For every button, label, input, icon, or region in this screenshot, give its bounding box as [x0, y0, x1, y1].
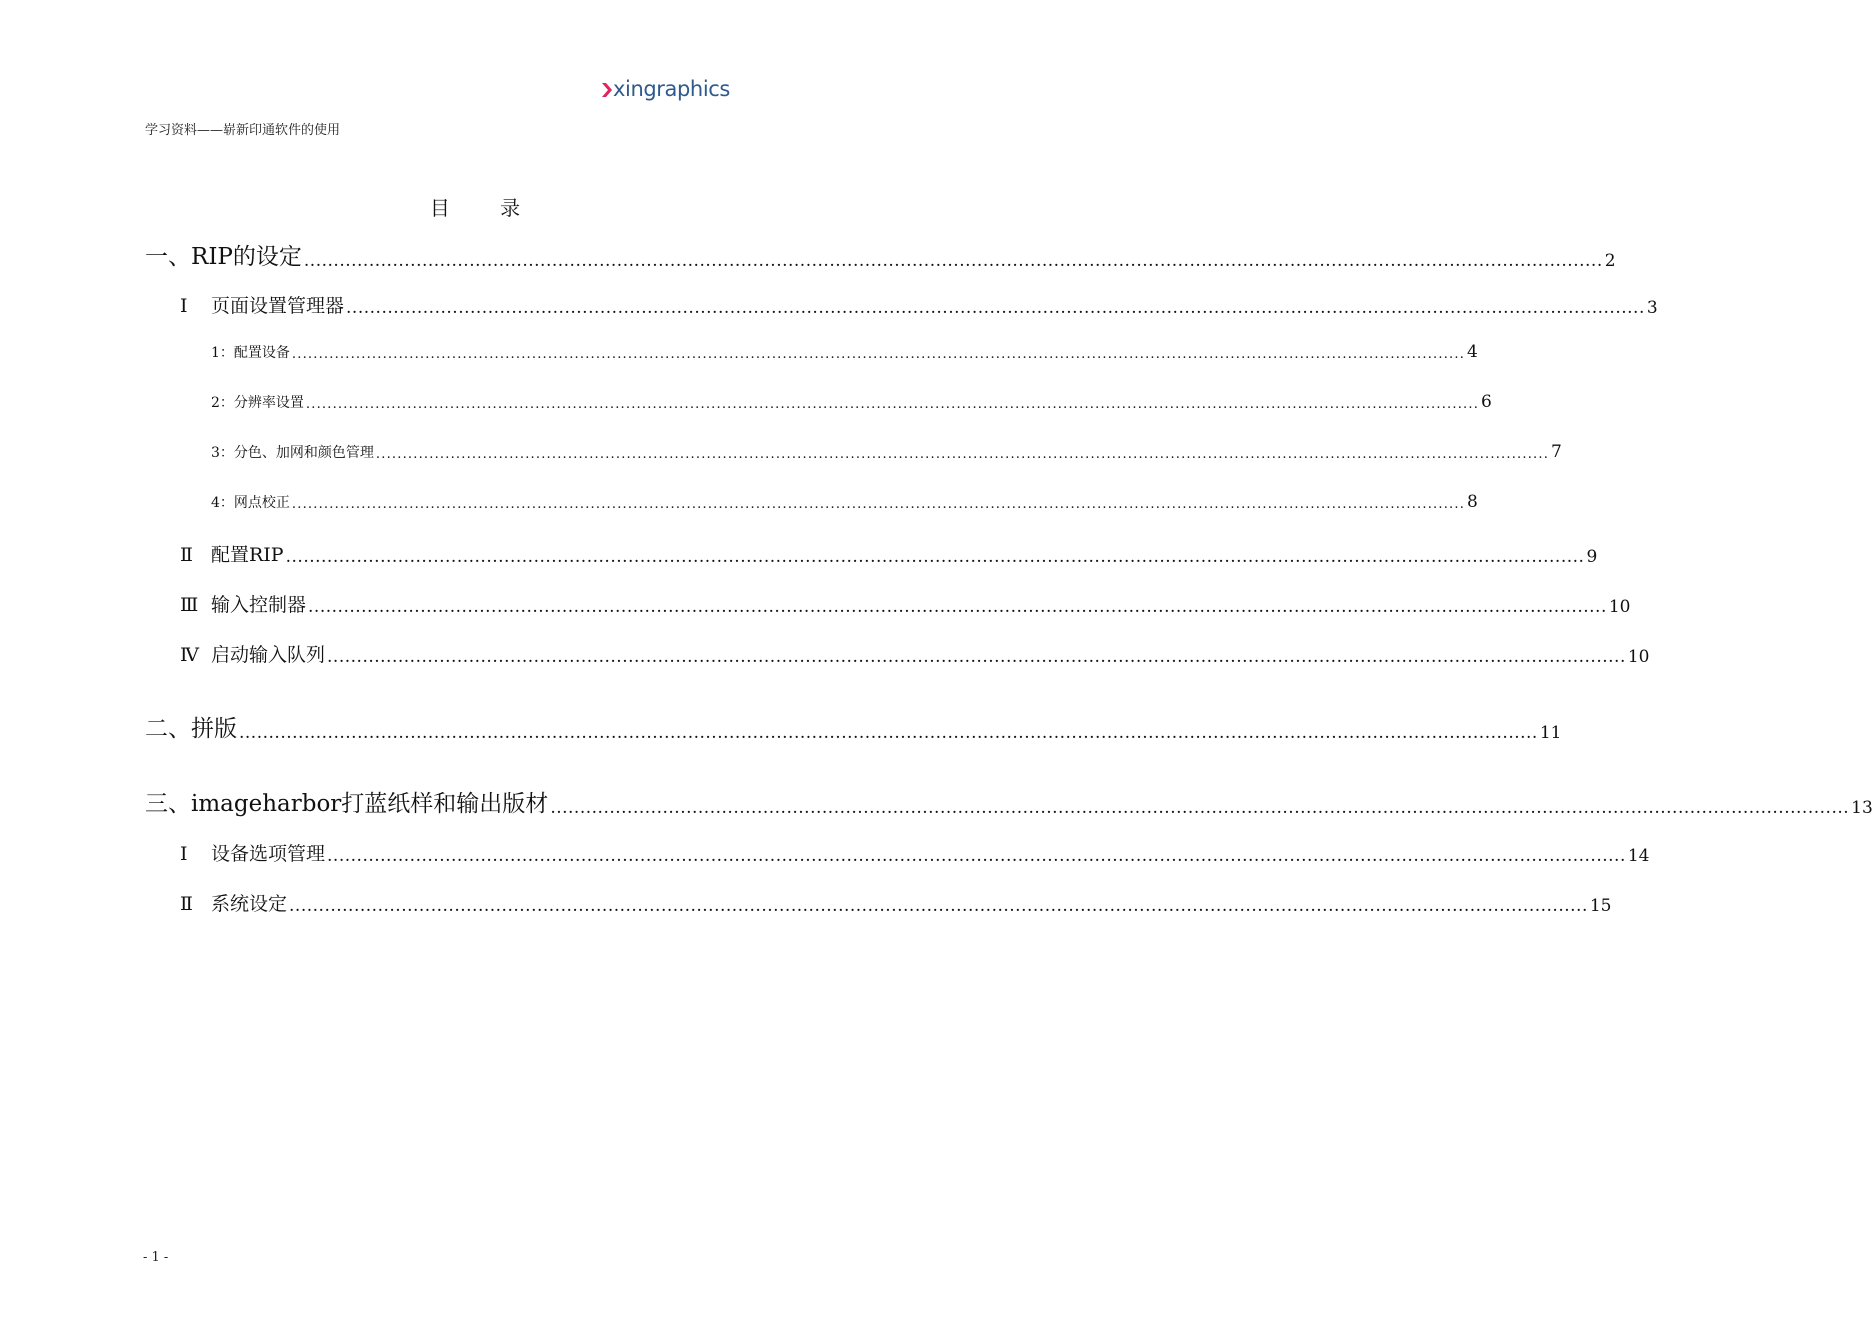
toc-entry[interactable]	[180, 640, 1650, 667]
toc-page-number: 13	[1851, 798, 1873, 818]
toc-page-number: 10	[1608, 597, 1631, 617]
dot-leader: ............................................................................................................................................................................................................................	[550, 798, 1850, 818]
page-number-footer: - 1 -	[143, 1250, 169, 1265]
toc-page-number: 11	[1539, 723, 1562, 743]
toc-page-number: 15	[1589, 896, 1612, 916]
dot-leader: ............................................................................................................................................................................................................................	[346, 298, 1645, 318]
toc-entry-label: Ⅰ 页面设置管理器	[180, 295, 345, 317]
dot-leader: ............................................................................................................................................................................................................................	[327, 647, 1626, 667]
toc-entry-label: 4：网点校正	[211, 495, 290, 511]
toc-page-number: 10	[1627, 647, 1650, 667]
toc-entry[interactable]	[180, 540, 1598, 567]
toc-entry[interactable]	[180, 839, 1650, 866]
toc-page-number: 6	[1481, 392, 1492, 412]
toc-entry-label: Ⅲ 输入控制器	[180, 594, 307, 616]
dot-leader: ............................................................................................................................................................................................................................	[375, 447, 1550, 462]
toc-entry-label: 1：配置设备	[211, 345, 290, 361]
dot-leader: ............................................................................................................................................................................................................................	[291, 497, 1466, 512]
toc-page-number: 4	[1467, 342, 1478, 362]
dot-leader: ............................................................................................................................................................................................................................	[327, 846, 1626, 866]
toc-page-number: 8	[1467, 492, 1478, 512]
toc-entry[interactable]	[211, 492, 1478, 512]
toc-entry[interactable]	[180, 291, 1658, 318]
toc-entry-label: Ⅰ 设备选项管理	[180, 843, 326, 865]
dot-leader: ............................................................................................................................................................................................................................	[305, 397, 1480, 412]
toc-page-number: 3	[1646, 298, 1658, 318]
logo-chevron-icon	[602, 83, 612, 97]
dot-leader: ............................................................................................................................................................................................................................	[291, 347, 1466, 362]
toc-entry[interactable]	[145, 785, 1873, 818]
toc-page-number: 7	[1551, 442, 1562, 462]
logo-text: xingraphics	[613, 77, 730, 101]
toc-entry-label: 一、RIP的设定	[145, 244, 302, 270]
toc-entry-label: Ⅳ 启动输入队列	[180, 644, 326, 666]
toc-entry[interactable]	[180, 590, 1631, 617]
dot-leader: ............................................................................................................................................................................................................................	[239, 723, 1538, 743]
dot-leader: ............................................................................................................................................................................................................................	[289, 896, 1588, 916]
toc-page-number: 2	[1604, 251, 1616, 271]
toc-entry[interactable]	[180, 889, 1612, 916]
company-logo	[602, 74, 730, 104]
toc-entry-label: Ⅱ 系统设定	[180, 893, 288, 915]
dot-leader: ............................................................................................................................................................................................................................	[285, 547, 1585, 567]
toc-entry-label: 二、拼版	[145, 716, 237, 742]
toc-entry[interactable]	[145, 710, 1562, 743]
toc-title: 目 录	[429, 196, 543, 220]
toc-entry-label: 2：分辨率设置	[211, 395, 304, 411]
toc-entry-label: 三、imageharbor打蓝纸样和输出版材	[145, 791, 549, 817]
toc-entry-label: Ⅱ 配置RIP	[180, 544, 284, 566]
toc-entry[interactable]	[211, 392, 1492, 412]
toc-entry[interactable]	[211, 442, 1562, 462]
toc-entry[interactable]	[211, 342, 1478, 362]
dot-leader: ............................................................................................................................................................................................................................	[303, 251, 1603, 271]
dot-leader: ............................................................................................................................................................................................................................	[308, 597, 1607, 617]
document-subtitle: 学习资料——崭新印通软件的使用	[145, 123, 341, 138]
toc-page-number: 14	[1627, 846, 1650, 866]
toc-entry[interactable]	[145, 238, 1616, 271]
toc-entry-label: 3：分色、加网和颜色管理	[211, 445, 374, 461]
toc-page-number: 9	[1586, 547, 1598, 567]
